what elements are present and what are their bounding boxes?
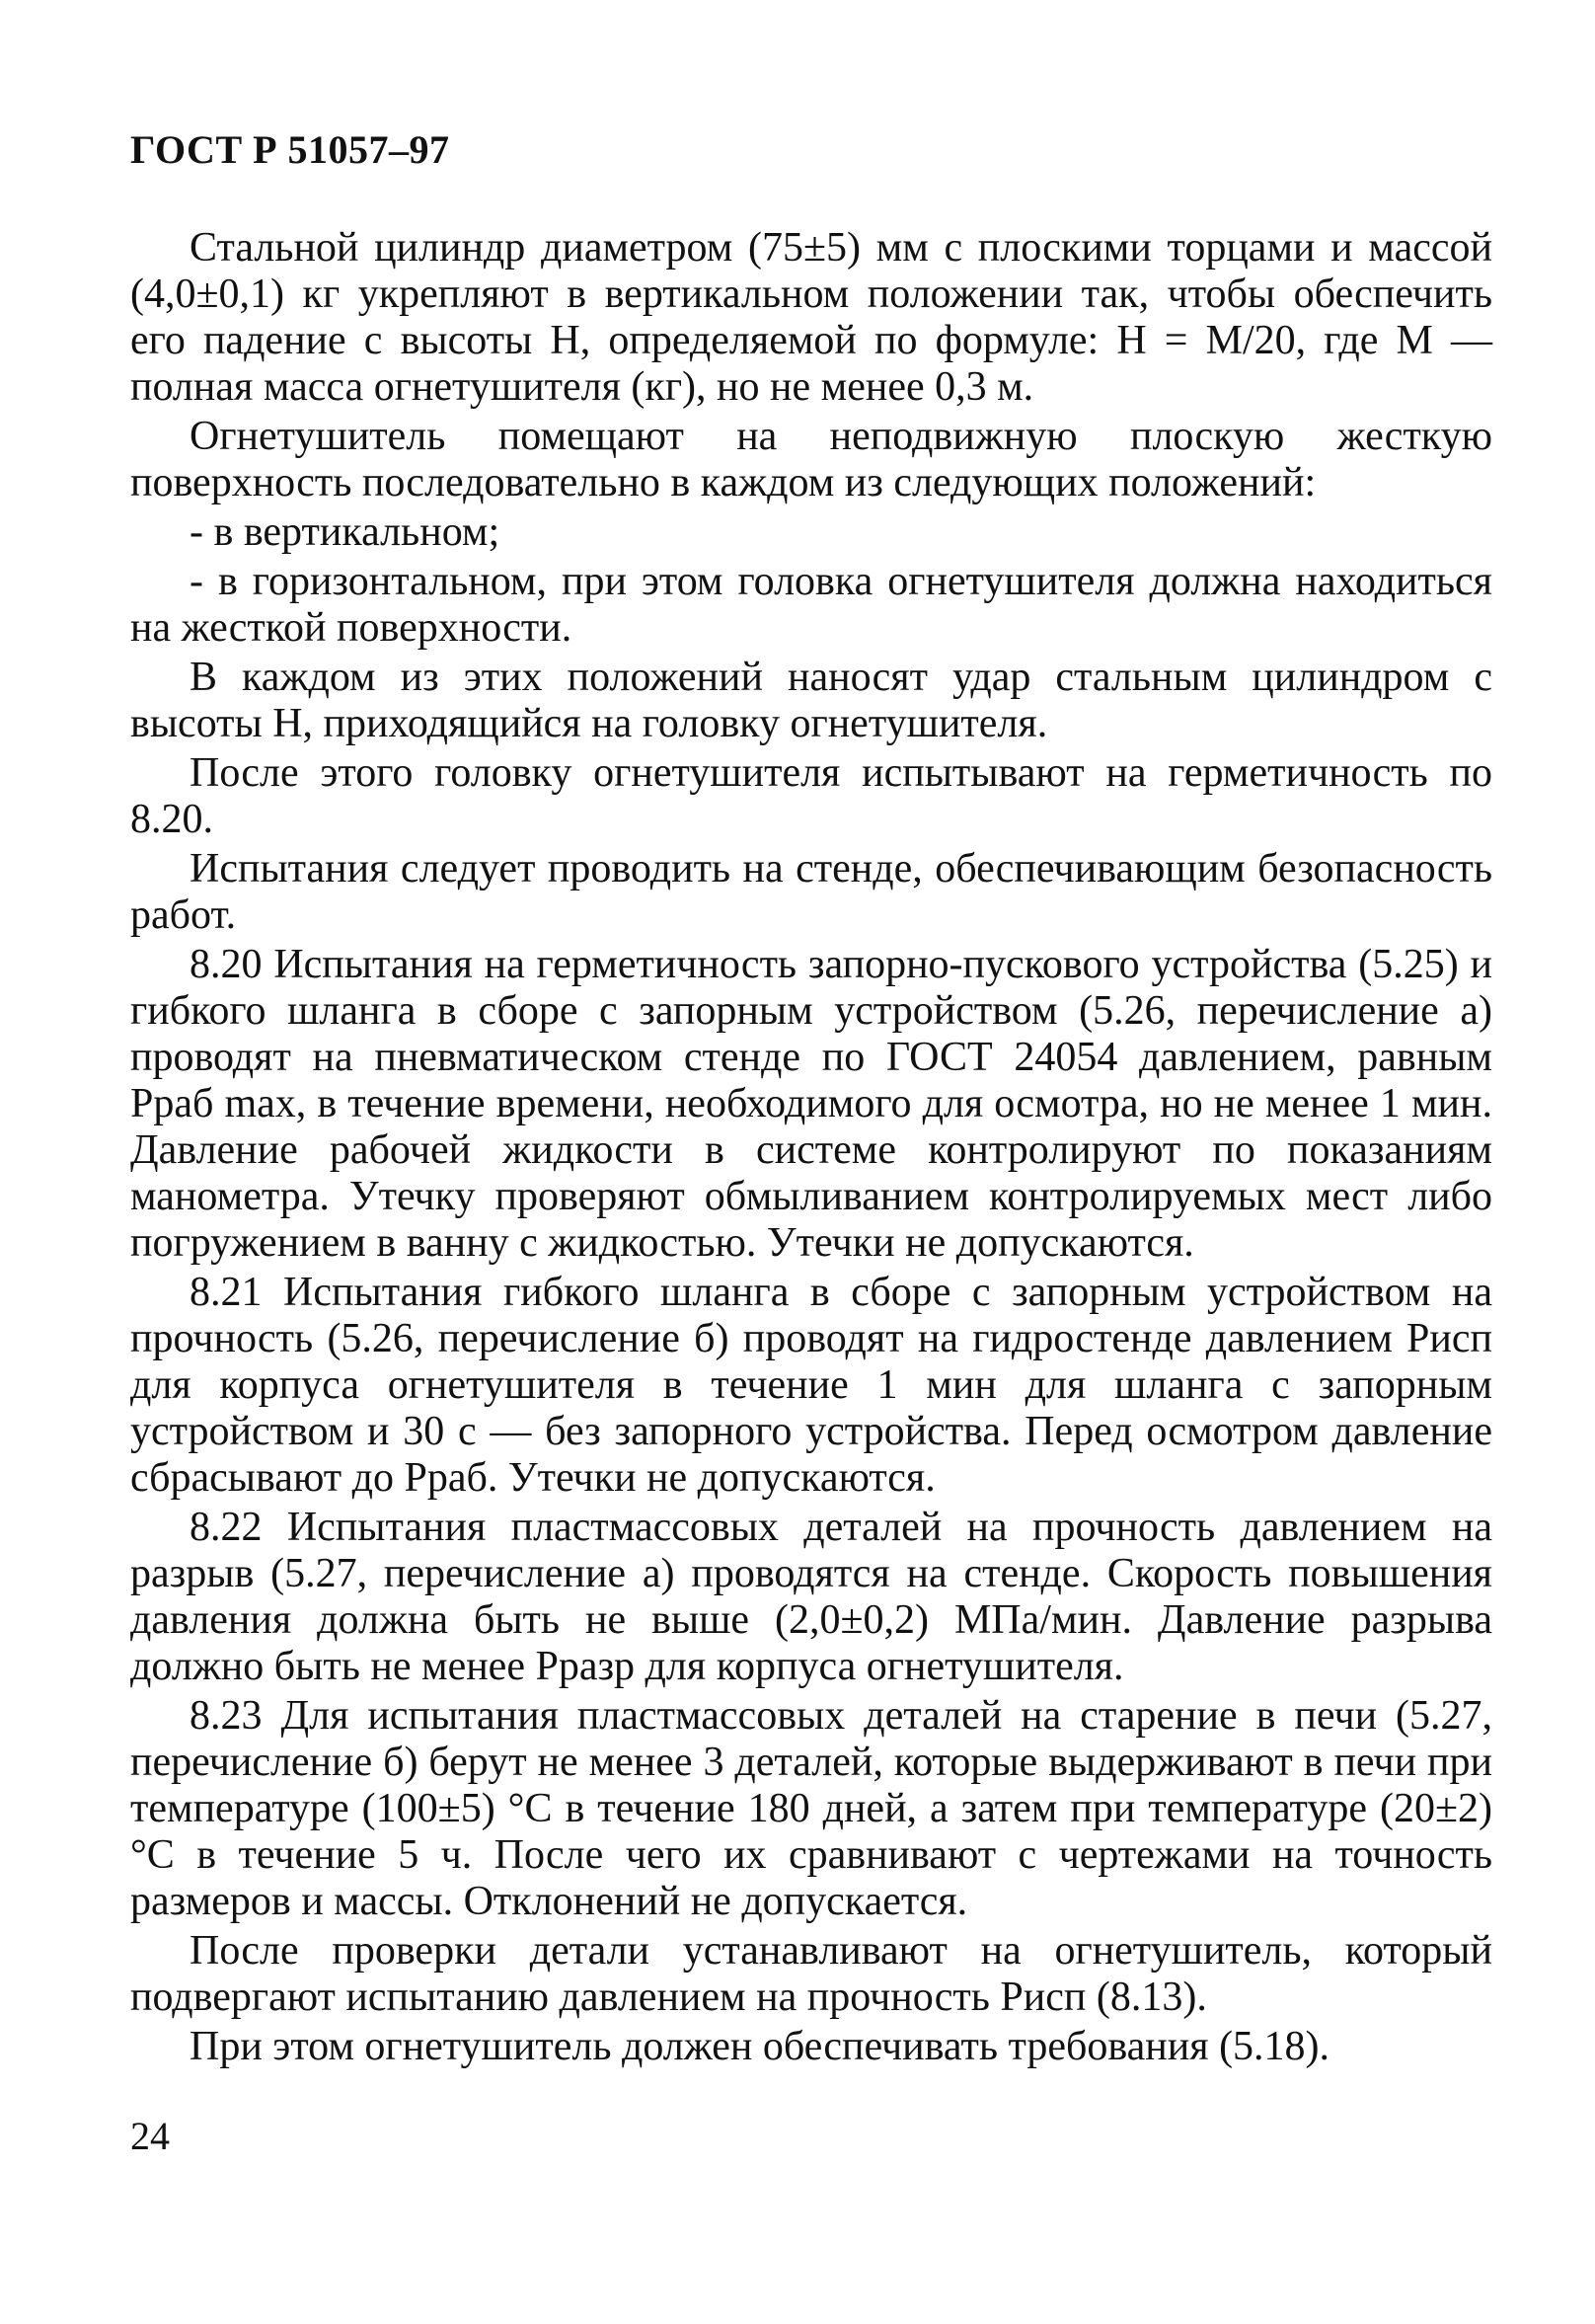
paragraph-cylinder: Стальной цилиндр диаметром (75±5) мм с плоскими торцами и массой (4,0±0,1) кг укрепляют в вертикальном положении так, чтобы обеспечить его падение с высоты Н, определяемой по формуле: Н = М/20, где М — полная масса огнетушителя (кг), но не менее 0,3 м.: [130, 225, 1492, 410]
list-item-horizontal: - в горизонтальном, при этом головка огнетушителя должна находиться на жесткой поверхности.: [130, 559, 1492, 651]
document-body: [130, 225, 1492, 2073]
section-8-21: 8.21 Испытания гибкого шланга в сборе с запорным устройством на прочность (5.26, перечисление б) проводят на гидростенде давлением Рисп для корпуса огнетушителя в течение 1 мин для шланга с запорным устройством и 30 с — без запорного устройства. Перед осмотром давление сбрасывают до Рраб. Утечки не допускаются.: [130, 1270, 1492, 1501]
paragraph-requirements: При этом огнетушитель должен обеспечивать требования (5.18).: [190, 2024, 1330, 2069]
list-item-vertical: - в вертикальном;: [190, 509, 500, 555]
page-number: 24: [130, 2114, 170, 2158]
paragraph-impact: В каждом из этих положений наносят удар стальным цилиндром с высоты Н, приходящийся на головку огнетушителя.: [130, 655, 1492, 746]
paragraph-after-check: После проверки детали устанавливают на огнетушитель, который подвергают испытанию давлением на прочность Рисп (8.13).: [130, 1928, 1492, 2020]
paragraph-placement: Огнетушитель помещают на неподвижную плоскую жесткую поверхность последовательно в каждом из следующих положений:: [130, 414, 1492, 505]
section-8-20: 8.20 Испытания на герметичность запорно-пускового устройства (5.25) и гибкого шланга в сборе с запорным устройством (5.26, перечисление а) проводят на пневматическом стенде по ГОСТ 24054 давлением, равным Рраб max, в течение времени, необходимого для осмотра, но не менее 1 мин. Давление рабочей жидкости в системе контролируют по показаниям манометра. Утечку проверяют обмыливанием контролируемых мест либо погружением в ванну с жидкостью. Утечки не допускаются.: [130, 942, 1492, 1266]
section-8-23: 8.23 Для испытания пластмассовых деталей на старение в печи (5.27, перечисление б) берут не менее 3 деталей, которые выдерживают в печи при температуре (100±5) °С в течение 180 дней, а затем при температуре (20±2) °С в течение 5 ч. После чего их сравнивают с чертежами на точность размеров и массы. Отклонений не допускается.: [130, 1693, 1492, 1924]
section-8-22: 8.22 Испытания пластмассовых деталей на прочность давлением на разрыв (5.27, перечисление а) проводятся на стенде. Скорость повышения давления должна быть не выше (2,0±0,2) МПа/мин. Давление разрыва должно быть не менее Рразр для корпуса огнетушителя.: [130, 1505, 1492, 1689]
document-header: ГОСТ Р 51057–97: [130, 127, 450, 172]
paragraph-tightness-check: После этого головку огнетушителя испытывают на герметичность по 8.20.: [130, 750, 1492, 842]
paragraph-safety: Испытания следует проводить на стенде, обеспечивающим безопасность работ.: [130, 846, 1492, 938]
